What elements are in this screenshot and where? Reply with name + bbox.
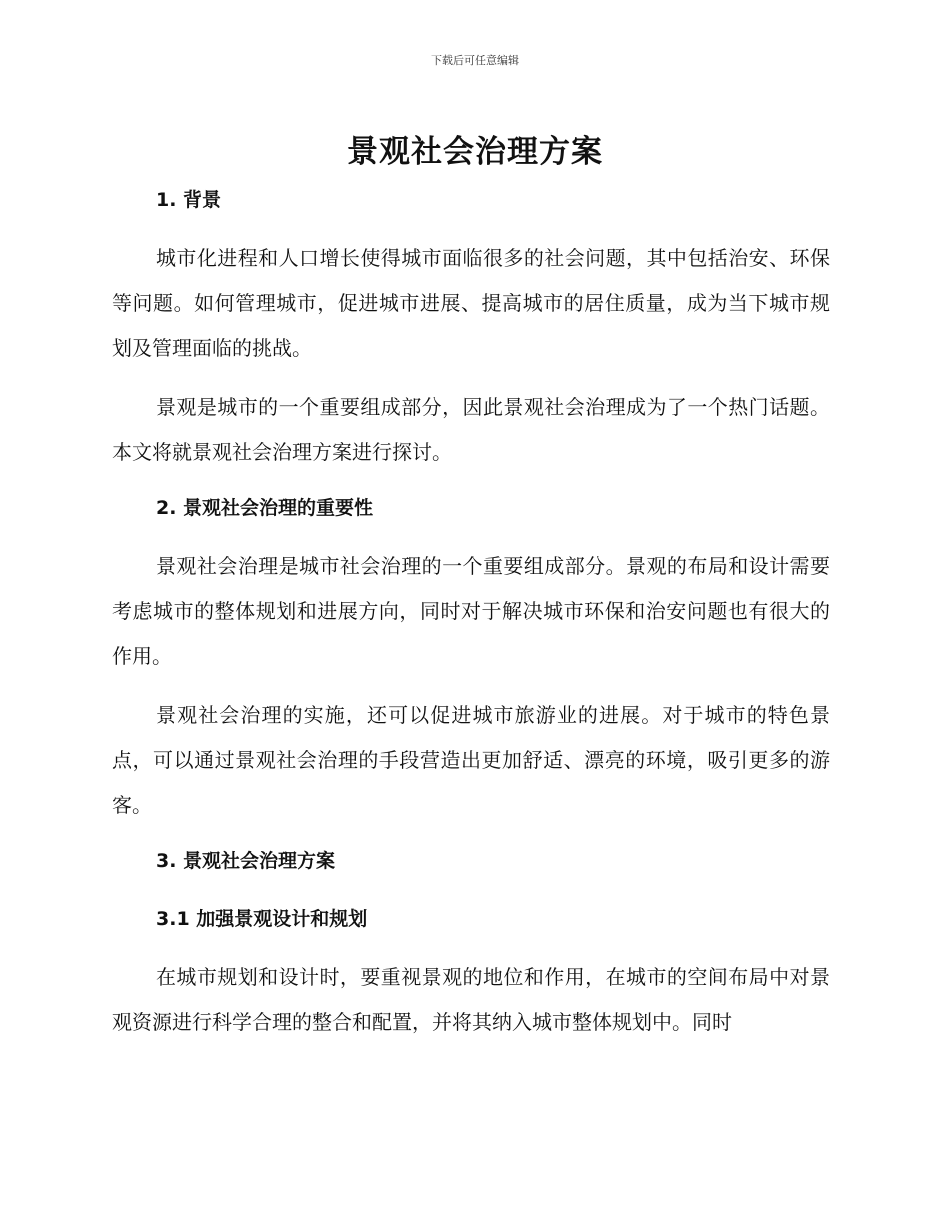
section-heading-background: 1. 背景 xyxy=(156,189,222,211)
subsection-heading-design-planning: 3.1 加强景观设计和规划 xyxy=(156,908,368,930)
paragraph: 景观社会治理是城市社会治理的一个重要组成部分。景观的布局和设计需要考虑城市的整体规划和进展方向，同时对于解决城市环保和治安问题也有很大的作用。 xyxy=(112,554,830,668)
paragraph: 城市化进程和人口增长使得城市面临很多的社会问题，其中包括治安、环保等问题。如何管理城市，促进城市进展、提高城市的居住质量，成为当下城市规划及管理面临的挑战。 xyxy=(112,246,830,360)
document-body xyxy=(112,180,830,1045)
section-heading-importance: 2. 景观社会治理的重要性 xyxy=(156,497,374,519)
paragraph: 景观是城市的一个重要组成部分，因此景观社会治理成为了一个热门话题。本文将就景观社会治理方案进行探讨。 xyxy=(112,395,830,464)
paragraph: 在城市规划和设计时，要重视景观的地位和作用，在城市的空间布局中对景观资源进行科学合理的整合和配置，并将其纳入城市整体规划中。同时 xyxy=(112,965,830,1034)
paragraph: 景观社会治理的实施，还可以促进城市旅游业的进展。对于城市的特色景点，可以通过景观社会治理的手段营造出更加舒适、漂亮的环境，吸引更多的游客。 xyxy=(112,703,830,817)
section-heading-plan: 3. 景观社会治理方案 xyxy=(156,850,336,872)
page-header-note: 下载后可任意编辑 xyxy=(431,54,519,67)
document-title: 景观社会治理方案 xyxy=(347,134,603,170)
